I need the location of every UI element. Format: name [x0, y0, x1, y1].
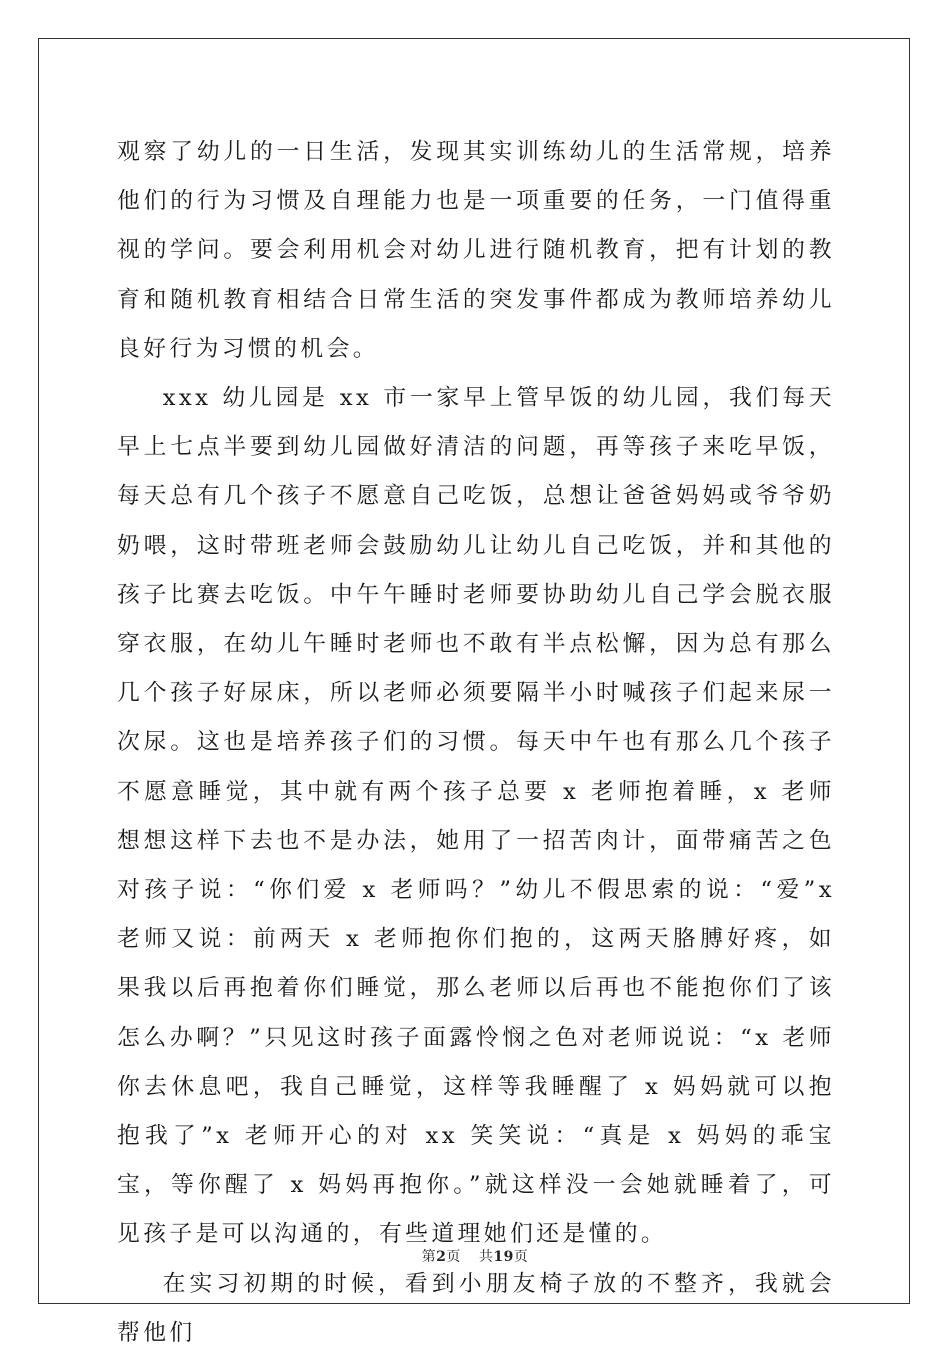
page-suffix: 页	[446, 1249, 461, 1265]
paragraph-2: xxx 幼儿园是 xx 市一家早上管早饭的幼儿园，我们每天早上七点半要到幼儿园做好清洁的问题，再等孩子来吃早饭，每天总有几个孩子不愿意自己吃饭，总想让爸爸妈妈或爷爷奶奶喂，这时带班老师会鼓励幼儿让幼儿自己吃饭，并和其他的孩子比赛去吃饭。中午午睡时老师要协助幼儿自己学会脱衣服穿衣服，在幼儿午睡时老师也不敢有半点松懈，因为总有那么几个孩子好尿床，所以老师必须要隔半小时喊孩子们起来尿一次尿。这也是培养孩子们的习惯。每天中午也有那么几个孩子不愿意睡觉，其中就有两个孩子总要 x 老师抱着睡，x 老师想想这样下去也不是办法，她用了一招苦肉计，面带痛苦之色对孩子说：“你们爱 x 老师吗？”幼儿不假思索的说：“爱”x 老师又说：前两天 x 老师抱你们抱的，这两天胳膊好疼，如果我以后再抱着你们睡觉，那么老师以后再也不能抱你们了该怎么办啊？”只见这时孩子面露怜悯之色对老师说说：“x 老师你去休息吧，我自己睡觉，这样等我睡醒了 x 妈妈就可以抱抱我了”x 老师开心的对 xx 笑笑说：“真是 x 妈妈的乖宝宝，等你醒了 x 妈妈再抱你。”就这样没一会她就睡着了，可见孩子是可以沟通的，有些道理她们还是懂的。	[117, 385, 835, 1248]
paragraph-1: 观察了幼儿的一日生活，发现其实训练幼儿的生活常规，培养他们的行为习惯及自理能力也是一项重要的任务，一门值得重视的学问。要会利用机会对幼儿进行随机教育，把有计划的教育和随机教育相结合日常生活的突发事件都成为教师培养幼儿良好行为习惯的机会。	[117, 139, 835, 362]
paragraph-3: 在实习初期的时候，看到小朋友椅子放的不整齐，我就会帮他们	[117, 1270, 835, 1346]
total-prefix: 共	[478, 1249, 494, 1265]
total-page-count: 19	[493, 1249, 514, 1265]
page-prefix: 第	[421, 1249, 437, 1265]
page-footer	[0, 1246, 950, 1266]
document-body	[117, 128, 835, 1358]
total-suffix: 页	[513, 1249, 529, 1265]
current-page-number: 2	[436, 1249, 447, 1265]
